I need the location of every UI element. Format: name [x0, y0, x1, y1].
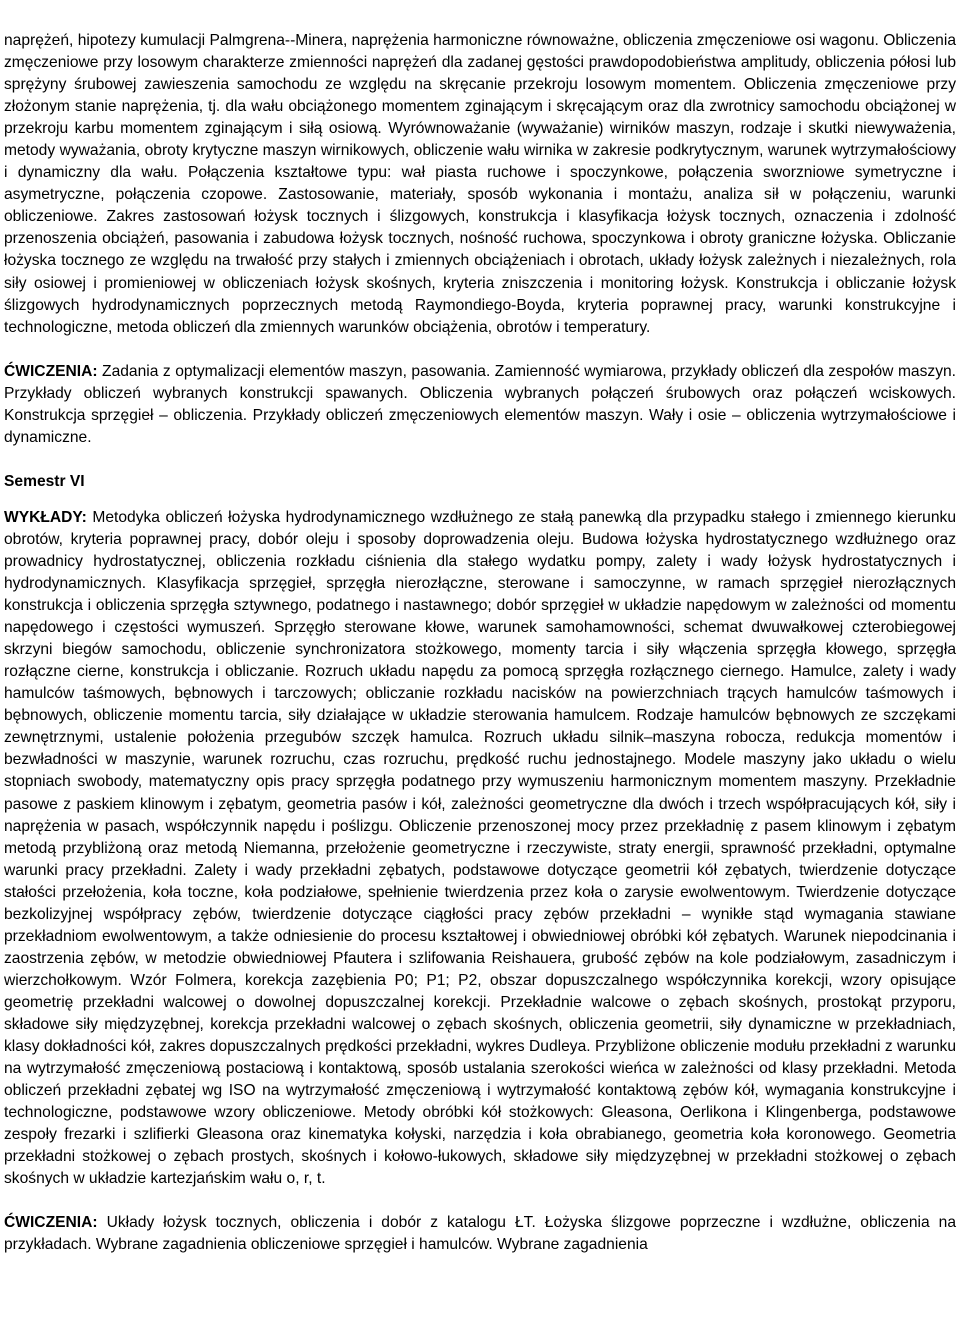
exercises-text: Zadania z optymalizacji elementów maszyn, pasowania. Zamienność wymiarowa, przykłady obliczeń dla zespołów maszyn. Przykłady obliczeń wybranych konstrukcji spawanych. Obliczenia wybranych połączeń śrubowych oraz połączeń wciskowych. Konstrukcja sprzęgieł – obliczenia. Przykłady obliczeń zmęczeniowych elementów maszyn. Wały i osie – obliczenia wytrzymałościowe i dynamiczne. — [4, 362, 956, 446]
spacer — [4, 339, 956, 361]
exercises-paragraph-1 — [4, 361, 956, 449]
spacer — [4, 1190, 956, 1212]
document-page — [4, 30, 956, 1256]
lectures-text: Metodyka obliczeń łożyska hydrodynamicznego wzdłużnego ze stałą panewką dla przypadku stałego i zmiennego kierunku obrotów, kryteria poprawnej pracy, dobór oleju i sposoby doprowadzenia oleju. Budowa łożyska hydrostatycznego wzdłużnego oraz prowadnicy hydrostatycznej, obliczenia rozkładu ciśnienia dla stałego wydatku pompy, zalety i wady łożysk hydrostatycznych i hydrodynamicznych. Klasyfikacja sprzęgieł, sprzęgła nierozłączne, sterowane i samoczynne, w ramach sprzęgieł nierozłącznych konstrukcja i obliczenia sprzęgła sztywnego, podatnego i nastawnego; dobór sprzęgieł w układzie napędowym w zależności od momentu napędowego i częstości wymuszeń. Sprzęgło sterowane kłowe, warunek samohamowności, schemat dwuwałkowej czterobiegowej skrzyni biegów samochodu, obliczenie synchronizatora stożkowego, momenty tarcia i siły włączenia sprzęgła kłowego, sprzęgła rozłączne cierne, konstrukcja i obliczanie. Rozruch układu napędu za pomocą sprzęgła rozłącznego ciernego. Hamulce, zalety i wady hamulców taśmowych, bębnowych i tarczowych; obliczanie rozkładu nacisków na powierzchniach trących hamulców taśmowych i bębnowych, obliczenie momentu tarcia, siły działające w układzie sterowania hamulcem. Rodzaje hamulców bębnowych ze szczękami zewnętrznymi, ustalenie położenia przegubów szczęk hamulca. Rozruch układu silnik–maszyna robocza, redukcja momentów i bezwładności w maszynie, warunek rozruchu, czas rozruchu, prędkość ruchu jednostajnego. Modele maszyny jako układu o wielu stopniach swobody, matematyczny opis pracy sprzęgła podatnego przy wymuszeniu harmonicznym momentem maszyny. Przekładnie pasowe z paskiem klinowym i zębatym, geometria pasów i kół, zależności geometryczne dla dwóch i trzech współpracujących kół, siły i naprężenia w pasach, współczynnik napędu i poślizgu. Obliczenie przenoszonej mocy przez przekładnię z pasem klinowym i zębatym metodą przybliżoną oraz metodą Niemanna, przełożenie geometryczne i rzeczywiste, straty energii, sprawność przekładni, optymalne warunki pracy przekładni. Zalety i wady przekładni zębatych, podstawowe dotyczące geometrii kół zębatych, twierdzenie dotyczące stałości przełożenia, koła toczne, koła podziałowe, spełnienie twierdzenia przez koła o zarysie ewolwentowym. Twierdzenie dotyczące bezkolizyjnej współpracy zębów, twierdzenie dotyczące ciągłości pracy zębów przekładni – wynikłe stąd wymagania stawiane przekładniom ewolwentowym, a także odniesienie do procesu kształtowej i obwiedniowej obróbki kół zębatych. Warunek niepodcinania i zaostrzenia zębów, w metodzie obwiedniowej Pfautera i szlifowania Reishauera, grubość zębów na kole podziałowym, zasadniczym i wierzchołkowym. Wzór Folmera, korekcja zazębienia P0; P1; P2, obszar dopuszczalnego współczynnika korekcji, wzory opisujące geometrię przekładni walcowej o dowolnej dopuszczalnej korekcji. Przekładnie walcowe o zębach skośnych, prostokąt przyporu, składowe siły międzyzębnej, korekcja przekładni walcowej o zębach skośnych, obliczenia geometrii, siły dynamiczne w przekładniach, klasy dokładności kół, zakres dopuszczalnych prędkości przekładni, wykres Dudleya. Przybliżone obliczenie modułu przekładni z warunku na wytrzymałość zmęczeniową postaciową i kontaktową, sposób ustalania szerokości wieńca w zależności od klasy przekładni. Metoda obliczeń przekładni zębatej wg ISO na wytrzymałość zmęczeniową i wytrzymałość kontaktową zębów kół, wymagania konstrukcyjne i technologiczne, podstawowe wzory obliczeniowe. Metody obróbki kół stożkowych: Gleasona, Oerlikona i Klingenberga, podstawowe zespoły frezarki i szlifierki Gleasona oraz kinematyka kołyski, narzędzia i koła obrabianego, geometria koła koronowego. Geometria przekładni stożkowej o zębach prostych, skośnych i kołowo-łukowych, składowe siły międzyzębnej w przekładni stożkowej o zębach skośnych w układzie kartezjańskim wału o, r, t. — [4, 508, 956, 1188]
exercises-label: ĆWICZENIA: — [4, 362, 98, 380]
exercises-paragraph-2 — [4, 1212, 956, 1256]
spacer — [4, 449, 956, 471]
lecture-continuation-paragraph: naprężeń, hipotezy kumulacji Palmgrena--Minera, naprężenia harmoniczne równoważne, obliczenia zmęczeniowe osi wagonu. Obliczenia zmęczeniowe przy losowym charakterze zmienności naprężeń dla zadanej gęstości prawdopodobieństwa amplitudy, obliczenia półosi lub sprężyny śrubowej zawieszenia samochodu ze względu na skręcanie przekroju losowym momentem. Obliczenia zmęczeniowe przy złożonym stanie naprężenia, tj. dla wału obciążonego momentem zginającym i skręcającym oraz dla zwrotnicy samochodu obciążonej w przekroju karbu momentem zginającym i siłą osiową. Wyrównoważanie (wyważanie) wirników maszyn, rodzaje i skutki niewyważenia, metody wyważania, obroty krytyczne maszyn wirnikowych, obliczenie wału wirnika w zakresie podkrytycznym, warunek wytrzymałościowy i dynamiczny dla wału. Połączenia kształtowe typu: wał piasta ruchowe i spoczynkowe, połączenia sworzniowe symetryczne i asymetryczne, połączenia czopowe. Zastosowanie, materiały, sposób wykonania i montażu, analiza sił w połączeniu, warunki obliczeniowe. Zakres zastosowań łożysk tocznych i ślizgowych, konstrukcja i klasyfikacja łożysk tocznych, oznaczenia i zdolność przenoszenia obciążeń, pasowania i zabudowa łożysk tocznych, nośność ruchowa, spoczynkowa i obroty graniczne łożyska. Obliczanie łożyska tocznego ze względu na trwałość przy stałych i zmiennych obciążeniach i obrotach, układy łożysk zależnych i niezależnych, rola siły osiowej i promieniowej w obliczeniach łożysk skośnych, kryteria zniszczenia i monitoring łożysk. Konstrukcja i obliczanie łożysk ślizgowych hydrodynamicznych poprzecznych metodą Raymondiego-Boyda, kryteria poprawnej pracy, warunki konstrukcyjne i technologiczne, metoda obliczeń dla zmiennych warunków obciążenia, obrotów i temperatury. — [4, 32, 956, 336]
exercises-label-2: ĆWICZENIA: — [4, 1214, 98, 1232]
spacer — [4, 493, 956, 507]
semester-heading: Semestr VI — [4, 472, 85, 490]
lectures-paragraph — [4, 507, 956, 1190]
exercises-text-2: Układy łożysk tocznych, obliczenia i dobór z katalogu ŁT. Łożyska ślizgowe poprzeczne i wzdłużne, obliczenia na przykładach. Wybrane zagadnienia obliczeniowe sprzęgieł i hamulców. Wybrane zagadnienia — [4, 1214, 956, 1254]
lectures-label: WYKŁADY: — [4, 508, 87, 526]
